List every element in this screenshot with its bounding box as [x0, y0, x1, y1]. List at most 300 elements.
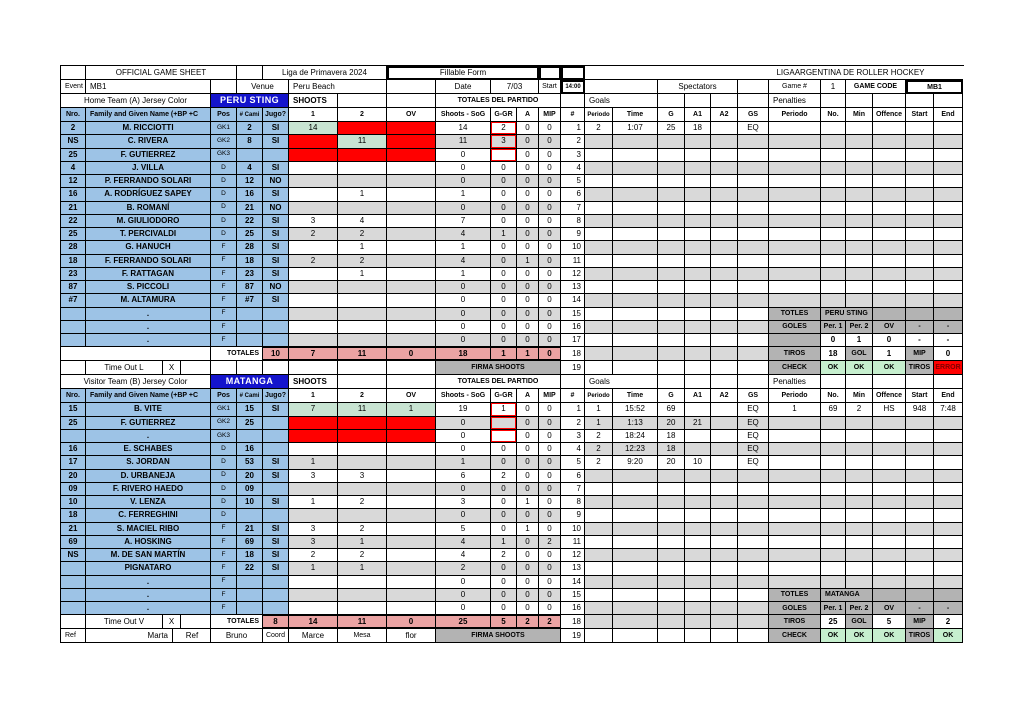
total-a[interactable]: 1 — [517, 347, 539, 361]
shoot-p2[interactable]: 1 — [338, 562, 387, 575]
goal-gs[interactable] — [738, 175, 769, 188]
tiros-value[interactable]: 25 — [821, 615, 846, 629]
player-pos[interactable]: GK2 — [211, 417, 237, 430]
penalty-no[interactable] — [821, 228, 846, 241]
shoot-p2[interactable]: 1 — [338, 241, 387, 254]
player-nro[interactable]: 22 — [61, 215, 86, 228]
shoot-p1[interactable] — [289, 602, 338, 615]
shoots-sog[interactable]: 0 — [436, 602, 491, 615]
player-jugo[interactable]: SI — [263, 496, 289, 509]
mip[interactable]: 0 — [539, 294, 561, 307]
shoot-p2[interactable] — [338, 162, 387, 175]
goal-assist1[interactable] — [685, 188, 711, 201]
goal-time[interactable] — [613, 470, 658, 483]
shoots-sog[interactable]: 1 — [436, 241, 491, 254]
player-name[interactable]: S. PICCOLI — [86, 281, 211, 294]
total-mip[interactable]: 0 — [539, 347, 561, 361]
penalty-start[interactable] — [906, 456, 934, 469]
goal-assist1[interactable] — [685, 202, 711, 215]
goal-periodo[interactable] — [585, 536, 613, 549]
mip[interactable]: 0 — [539, 470, 561, 483]
shoot-p1[interactable]: 2 — [289, 228, 338, 241]
penalty-periodo[interactable] — [769, 470, 821, 483]
player-cami[interactable]: 23 — [237, 268, 263, 281]
shoot-p2[interactable]: 11 — [338, 403, 387, 416]
shoot-ov[interactable] — [387, 417, 436, 430]
shoots-sog[interactable]: 3 — [436, 496, 491, 509]
shoots-sog[interactable]: 1 — [436, 456, 491, 469]
shoot-p1[interactable] — [289, 430, 338, 443]
shoot-p1[interactable] — [289, 334, 338, 347]
goal-gs[interactable] — [738, 149, 769, 162]
shoot-ov[interactable] — [387, 162, 436, 175]
penalty-no[interactable] — [821, 241, 846, 254]
shoot-ov[interactable] — [387, 509, 436, 522]
player-cami[interactable]: 87 — [237, 281, 263, 294]
player-name[interactable]: A. HOSKING — [86, 536, 211, 549]
shoot-p1[interactable] — [289, 162, 338, 175]
player-cami[interactable]: 4 — [237, 162, 263, 175]
goal-periodo[interactable] — [585, 496, 613, 509]
penalty-periodo[interactable] — [769, 523, 821, 536]
shoots-sog[interactable]: 0 — [436, 281, 491, 294]
goal-time[interactable] — [613, 188, 658, 201]
goal-periodo[interactable]: 2 — [585, 122, 613, 135]
penalty-min[interactable] — [846, 135, 873, 148]
player-cami[interactable]: 22 — [237, 215, 263, 228]
goal-time[interactable] — [613, 629, 658, 643]
player-jugo[interactable]: SI — [263, 241, 289, 254]
penalty-min[interactable] — [846, 268, 873, 281]
mip[interactable]: 0 — [539, 334, 561, 347]
penalty-start[interactable] — [906, 430, 934, 443]
goal-periodo[interactable] — [585, 361, 613, 375]
goal-time[interactable] — [613, 202, 658, 215]
goal-periodo[interactable] — [585, 347, 613, 361]
shoot-p1[interactable]: 3 — [289, 536, 338, 549]
shoots-sog[interactable]: 0 — [436, 576, 491, 589]
player-nro[interactable] — [61, 602, 86, 615]
goal-assist1[interactable] — [685, 589, 711, 602]
player-cami[interactable]: 15 — [237, 403, 263, 416]
player-cami[interactable]: 12 — [237, 175, 263, 188]
player-jugo[interactable]: NO — [263, 202, 289, 215]
penalty-periodo[interactable] — [769, 135, 821, 148]
total-shoot-ov[interactable]: 0 — [387, 347, 436, 361]
goal-scorer[interactable] — [658, 602, 685, 615]
goal-assist2[interactable] — [711, 403, 738, 416]
player-jugo[interactable]: SI — [263, 215, 289, 228]
g-gr[interactable]: 0 — [491, 321, 517, 334]
mip[interactable]: 0 — [539, 456, 561, 469]
goal-time[interactable] — [613, 281, 658, 294]
shoot-p2[interactable] — [338, 175, 387, 188]
goal-scorer[interactable] — [658, 202, 685, 215]
penalty-start[interactable] — [906, 549, 934, 562]
goal-scorer[interactable] — [658, 241, 685, 254]
penalty-no[interactable] — [821, 483, 846, 496]
goal-time[interactable] — [613, 149, 658, 162]
mip[interactable]: 0 — [539, 149, 561, 162]
player-pos[interactable]: GK3 — [211, 149, 237, 162]
goal-scorer[interactable] — [658, 135, 685, 148]
penalty-start[interactable] — [906, 509, 934, 522]
penalty-min[interactable] — [846, 523, 873, 536]
penalty-periodo[interactable] — [769, 509, 821, 522]
goal-assist1[interactable] — [685, 241, 711, 254]
penalty-no[interactable] — [821, 523, 846, 536]
goal-time[interactable] — [613, 294, 658, 307]
penalty-no[interactable] — [821, 162, 846, 175]
goles-ov-value[interactable]: 0 — [873, 334, 906, 347]
player-cami[interactable] — [237, 321, 263, 334]
penalty-offence[interactable] — [873, 188, 906, 201]
goal-gs[interactable]: EQ — [738, 417, 769, 430]
penalty-start[interactable] — [906, 122, 934, 135]
goal-time[interactable] — [613, 589, 658, 602]
shoots-sog[interactable]: 0 — [436, 175, 491, 188]
player-name[interactable]: T. PERCIVALDI — [86, 228, 211, 241]
penalty-no[interactable] — [821, 496, 846, 509]
shoot-ov[interactable] — [387, 175, 436, 188]
penalty-periodo[interactable] — [769, 188, 821, 201]
penalty-start[interactable] — [906, 228, 934, 241]
g-gr[interactable]: 0 — [491, 602, 517, 615]
g-gr[interactable]: 0 — [491, 215, 517, 228]
total-ggr[interactable]: 5 — [491, 615, 517, 629]
total-sog[interactable]: 18 — [436, 347, 491, 361]
shoot-p2[interactable] — [338, 149, 387, 162]
shoot-p2[interactable] — [338, 202, 387, 215]
shoot-p1[interactable] — [289, 589, 338, 602]
penalty-min[interactable] — [846, 215, 873, 228]
player-jugo[interactable]: SI — [263, 255, 289, 268]
shoot-ov[interactable] — [387, 122, 436, 135]
player-pos[interactable]: F — [211, 589, 237, 602]
penalty-offence[interactable] — [873, 149, 906, 162]
assists[interactable]: 0 — [517, 135, 539, 148]
shoots-sog[interactable]: 0 — [436, 589, 491, 602]
player-cami[interactable] — [237, 509, 263, 522]
goal-assist2[interactable] — [711, 228, 738, 241]
penalty-no[interactable] — [821, 268, 846, 281]
penalty-no[interactable] — [821, 430, 846, 443]
shoot-p1[interactable] — [289, 576, 338, 589]
g-gr[interactable] — [491, 430, 517, 443]
penalty-no[interactable] — [821, 576, 846, 589]
goal-periodo[interactable] — [585, 188, 613, 201]
shoot-ov[interactable] — [387, 294, 436, 307]
goles-per2-value[interactable]: 1 — [846, 334, 873, 347]
assists[interactable]: 1 — [517, 496, 539, 509]
goal-time[interactable] — [613, 255, 658, 268]
player-nro[interactable]: 16 — [61, 188, 86, 201]
penalty-start[interactable] — [906, 576, 934, 589]
penalty-no[interactable] — [821, 122, 846, 135]
shoots-sog[interactable]: 0 — [436, 149, 491, 162]
player-jugo[interactable] — [263, 430, 289, 443]
shoot-ov[interactable] — [387, 536, 436, 549]
penalty-end[interactable] — [934, 188, 963, 201]
player-name[interactable]: . — [86, 576, 211, 589]
penalty-end[interactable] — [934, 562, 963, 575]
goal-gs[interactable] — [738, 576, 769, 589]
goal-periodo[interactable] — [585, 602, 613, 615]
game-code-value[interactable]: MB1 — [906, 80, 963, 94]
mip[interactable]: 0 — [539, 175, 561, 188]
shoot-p2[interactable]: 2 — [338, 523, 387, 536]
player-cami[interactable]: 25 — [237, 228, 263, 241]
penalty-end[interactable] — [934, 241, 963, 254]
penalty-periodo[interactable] — [769, 255, 821, 268]
goal-periodo[interactable] — [585, 241, 613, 254]
g-gr[interactable]: 0 — [491, 308, 517, 321]
penalty-periodo[interactable] — [769, 456, 821, 469]
goal-time[interactable] — [613, 549, 658, 562]
goal-assist1[interactable] — [685, 602, 711, 615]
player-nro[interactable]: #7 — [61, 294, 86, 307]
shoot-ov[interactable] — [387, 215, 436, 228]
penalty-periodo[interactable] — [769, 576, 821, 589]
assists[interactable]: 0 — [517, 417, 539, 430]
goal-assist1[interactable] — [685, 615, 711, 629]
penalty-offence[interactable] — [873, 549, 906, 562]
shoots-sog[interactable]: 0 — [436, 430, 491, 443]
player-nro[interactable]: 2 — [61, 122, 86, 135]
goal-scorer[interactable] — [658, 589, 685, 602]
goal-assist2[interactable] — [711, 122, 738, 135]
goal-time[interactable] — [613, 523, 658, 536]
goal-periodo[interactable] — [585, 321, 613, 334]
total-shoot-p2[interactable]: 11 — [338, 615, 387, 629]
penalty-offence[interactable] — [873, 135, 906, 148]
player-jugo[interactable] — [263, 321, 289, 334]
goal-assist1[interactable] — [685, 536, 711, 549]
goal-time[interactable] — [613, 175, 658, 188]
goal-time[interactable] — [613, 321, 658, 334]
goal-gs[interactable] — [738, 308, 769, 321]
player-jugo[interactable] — [263, 576, 289, 589]
total-sog[interactable]: 25 — [436, 615, 491, 629]
player-nro[interactable]: 21 — [61, 202, 86, 215]
penalty-offence[interactable] — [873, 509, 906, 522]
player-nro[interactable]: NS — [61, 135, 86, 148]
player-pos[interactable]: D — [211, 496, 237, 509]
goal-periodo[interactable] — [585, 268, 613, 281]
player-jugo[interactable]: SI — [263, 122, 289, 135]
goal-periodo[interactable] — [585, 523, 613, 536]
player-nro[interactable]: 18 — [61, 255, 86, 268]
player-jugo[interactable]: SI — [263, 135, 289, 148]
spectators-value[interactable] — [738, 80, 769, 94]
penalty-min[interactable] — [846, 188, 873, 201]
player-nro[interactable]: 25 — [61, 228, 86, 241]
goal-gs[interactable] — [738, 470, 769, 483]
penalty-offence[interactable] — [873, 576, 906, 589]
penalty-no[interactable] — [821, 294, 846, 307]
goal-assist2[interactable] — [711, 470, 738, 483]
player-cami[interactable] — [237, 589, 263, 602]
penalty-no[interactable] — [821, 188, 846, 201]
player-nro[interactable] — [61, 576, 86, 589]
player-pos[interactable]: F — [211, 536, 237, 549]
penalty-start[interactable] — [906, 562, 934, 575]
goal-periodo[interactable] — [585, 589, 613, 602]
penalty-start[interactable] — [906, 135, 934, 148]
goal-periodo[interactable]: 1 — [585, 417, 613, 430]
goal-gs[interactable] — [738, 135, 769, 148]
penalty-min[interactable] — [846, 456, 873, 469]
g-gr[interactable]: 0 — [491, 241, 517, 254]
assists[interactable]: 0 — [517, 562, 539, 575]
shoot-ov[interactable] — [387, 496, 436, 509]
player-nro[interactable]: 25 — [61, 149, 86, 162]
goal-gs[interactable] — [738, 509, 769, 522]
penalty-periodo[interactable]: 1 — [769, 403, 821, 416]
total-a[interactable]: 2 — [517, 615, 539, 629]
penalty-no[interactable] — [821, 417, 846, 430]
shoot-p1[interactable] — [289, 241, 338, 254]
goal-periodo[interactable] — [585, 228, 613, 241]
player-cami[interactable]: 2 — [237, 122, 263, 135]
penalty-offence[interactable] — [873, 122, 906, 135]
mesa-name[interactable]: flor — [387, 629, 436, 643]
goal-gs[interactable] — [738, 483, 769, 496]
goal-assist2[interactable] — [711, 443, 738, 456]
mip[interactable]: 0 — [539, 308, 561, 321]
assists[interactable]: 0 — [517, 321, 539, 334]
goal-periodo[interactable] — [585, 294, 613, 307]
goal-time[interactable] — [613, 162, 658, 175]
penalty-no[interactable] — [821, 202, 846, 215]
penalty-min[interactable] — [846, 496, 873, 509]
shoot-ov[interactable] — [387, 602, 436, 615]
shoot-ov[interactable] — [387, 281, 436, 294]
goal-scorer[interactable] — [658, 215, 685, 228]
shoot-p2[interactable] — [338, 294, 387, 307]
goal-scorer[interactable]: 18 — [658, 430, 685, 443]
goal-time[interactable] — [613, 361, 658, 375]
shoot-p1[interactable]: 3 — [289, 215, 338, 228]
assists[interactable]: 0 — [517, 589, 539, 602]
assists[interactable]: 0 — [517, 403, 539, 416]
penalty-min[interactable] — [846, 281, 873, 294]
goal-scorer[interactable] — [658, 334, 685, 347]
penalty-min[interactable] — [846, 294, 873, 307]
goal-gs[interactable] — [738, 629, 769, 643]
shoot-p1[interactable] — [289, 149, 338, 162]
shoot-p1[interactable] — [289, 202, 338, 215]
mip[interactable]: 0 — [539, 202, 561, 215]
goal-assist2[interactable] — [711, 483, 738, 496]
player-nro[interactable] — [61, 562, 86, 575]
goal-gs[interactable]: EQ — [738, 430, 769, 443]
penalty-end[interactable] — [934, 470, 963, 483]
gol-value[interactable]: 1 — [873, 347, 906, 361]
player-cami[interactable]: #7 — [237, 294, 263, 307]
g-gr[interactable]: 0 — [491, 456, 517, 469]
goal-scorer[interactable] — [658, 576, 685, 589]
player-jugo[interactable] — [263, 483, 289, 496]
goal-assist1[interactable] — [685, 629, 711, 643]
penalty-offence[interactable] — [873, 536, 906, 549]
shoot-p1[interactable]: 7 — [289, 403, 338, 416]
penalty-start[interactable] — [906, 281, 934, 294]
goal-gs[interactable] — [738, 202, 769, 215]
assists[interactable]: 0 — [517, 536, 539, 549]
event-value[interactable]: MB1 — [86, 80, 211, 94]
shoot-p2[interactable] — [338, 308, 387, 321]
shoot-p2[interactable] — [338, 509, 387, 522]
shoot-p1[interactable]: 14 — [289, 122, 338, 135]
shoot-ov[interactable] — [387, 135, 436, 148]
player-nro[interactable]: 16 — [61, 443, 86, 456]
penalty-offence[interactable] — [873, 483, 906, 496]
player-name[interactable]: M. ALTAMURA — [86, 294, 211, 307]
goal-periodo[interactable] — [585, 135, 613, 148]
player-cami[interactable]: 69 — [237, 536, 263, 549]
shoot-ov[interactable] — [387, 430, 436, 443]
goal-gs[interactable] — [738, 215, 769, 228]
shoot-p1[interactable]: 1 — [289, 496, 338, 509]
penalty-offence[interactable] — [873, 175, 906, 188]
player-jugo[interactable] — [263, 509, 289, 522]
shoot-ov[interactable] — [387, 149, 436, 162]
penalty-start[interactable] — [906, 417, 934, 430]
player-pos[interactable]: F — [211, 549, 237, 562]
player-pos[interactable]: GK3 — [211, 430, 237, 443]
penalty-offence[interactable] — [873, 162, 906, 175]
goal-assist2[interactable] — [711, 430, 738, 443]
shoot-ov[interactable] — [387, 334, 436, 347]
goal-assist1[interactable] — [685, 135, 711, 148]
shoot-p1[interactable]: 3 — [289, 523, 338, 536]
player-nro[interactable] — [61, 430, 86, 443]
penalty-start[interactable] — [906, 188, 934, 201]
goal-assist1[interactable] — [685, 149, 711, 162]
player-jugo[interactable]: SI — [263, 523, 289, 536]
penalty-no[interactable] — [821, 281, 846, 294]
goal-assist1[interactable] — [685, 281, 711, 294]
player-cami[interactable] — [237, 149, 263, 162]
player-name[interactable]: . — [86, 430, 211, 443]
shoot-ov[interactable] — [387, 523, 436, 536]
penalty-start[interactable] — [906, 294, 934, 307]
player-pos[interactable]: D — [211, 443, 237, 456]
player-name[interactable]: E. SCHABES — [86, 443, 211, 456]
player-jugo[interactable] — [263, 443, 289, 456]
shoot-p2[interactable] — [338, 483, 387, 496]
shoots-sog[interactable]: 7 — [436, 215, 491, 228]
shoot-ov[interactable] — [387, 241, 436, 254]
goal-gs[interactable]: EQ — [738, 403, 769, 416]
total-shoot-ov[interactable]: 0 — [387, 615, 436, 629]
g-gr[interactable]: 0 — [491, 334, 517, 347]
goal-periodo[interactable]: 2 — [585, 443, 613, 456]
assists[interactable]: 0 — [517, 549, 539, 562]
player-pos[interactable]: D — [211, 509, 237, 522]
g-gr[interactable] — [491, 149, 517, 162]
shoot-ov[interactable] — [387, 456, 436, 469]
shoot-ov[interactable] — [387, 228, 436, 241]
mip[interactable]: 0 — [539, 281, 561, 294]
player-pos[interactable]: F — [211, 602, 237, 615]
player-nro[interactable]: 69 — [61, 536, 86, 549]
player-nro[interactable]: 23 — [61, 268, 86, 281]
penalty-no[interactable] — [821, 215, 846, 228]
shoot-p2[interactable] — [338, 430, 387, 443]
shoot-p1[interactable] — [289, 443, 338, 456]
